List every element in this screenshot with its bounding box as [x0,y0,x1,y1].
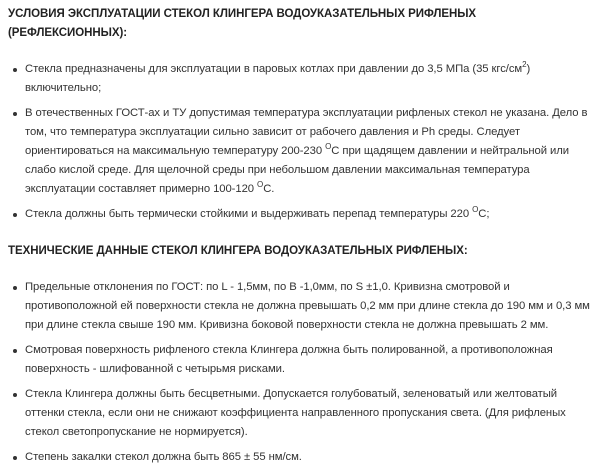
list-item: Стекла предназначены для эксплуатации в паровых котлах при давлении до 3,5 МПа (35 кгс/$см^2$) включительно; [8,60,592,98]
list-item: Стекла должны быть термически стойкими и выдерживать перепад температуры 220 $^О$С; [8,205,592,224]
operating-conditions-section [8,5,592,224]
operating-conditions-heading: УСЛОВИЯ ЭКСПЛУАТАЦИИ СТЕКОЛ КЛИНГЕРА ВОДОУКАЗАТЕЛЬНЫХ РИФЛЕНЫХ (РЕФЛЕКСИОННЫХ): [8,8,477,39]
list-item: Смотровая поверхность рифленого стекла Клингера должна быть полированной, а противоположная поверхность - шлифованной с четырьмя рисками. [8,341,592,379]
list-item: Стекла Клингера должны быть бесцветными. Допускается голубоватый, зеленоватый или желтоватый оттенки стекла, если они не снижают коэффициента направленного пропускания света. (Для рифленых стекол светопропускание не нормируется). [8,385,592,442]
technical-data-section [8,242,592,467]
technical-data-list [8,278,592,467]
list-item: В отечественных ГОСТ-ах и ТУ допустимая температура эксплуатации рифленых стекол не указана. Дело в том, что температура эксплуатации сильно зависит от рабочего давления и Ph среды. Следует ориентироваться на максимальную температуру 200-230 $^О$С при щадящем давлении и нейтральной или слабо кислой среде. Для щелочной среды при небольшом давлении максимальная температура эксплуатации составляет примерно 100-120 $^О$С. [8,104,592,199]
technical-data-heading: ТЕХНИЧЕСКИЕ ДАННЫЕ СТЕКОЛ КЛИНГЕРА ВОДОУКАЗАТЕЛЬНЫХ РИФЛЕНЫХ: [8,245,468,257]
list-item: Предельные отклонения по ГОСТ: по L - 1,5мм, по B -1,0мм, по S ±1,0. Кривизна смотровой и противоположной ей поверхности стекла не должна превышать 0,2 мм при длине стекла до 190 мм и 0,3 мм при длине стекла свыше 190 мм. Кривизна боковой поверхности стекла не должна превышать 2 мм. [8,278,592,335]
operating-conditions-list [8,60,592,224]
list-item: Степень закалки стекол должна быть 865 ± 55 нм/см. [8,448,592,467]
